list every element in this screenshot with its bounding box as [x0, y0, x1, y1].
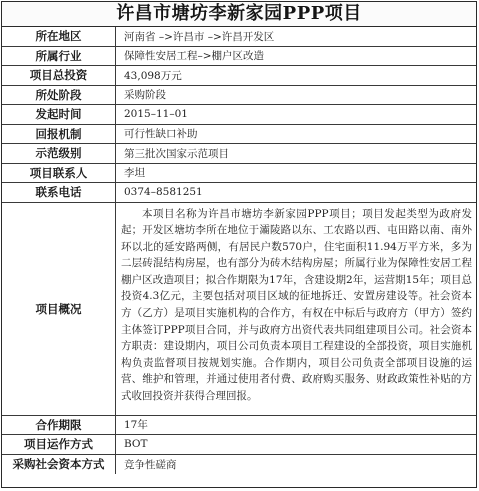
row-label: 合作期限: [2, 416, 116, 435]
row-value: 43,098万元: [124, 69, 182, 82]
row-total-investment: [2, 66, 476, 86]
row-phone: [2, 183, 476, 203]
row-overview: [2, 203, 476, 416]
row-operation-mode: [2, 435, 476, 455]
row-label: 回报机制: [2, 125, 116, 144]
row-cooperation-term: [2, 416, 476, 436]
row-value: 0374–8581251: [124, 186, 203, 199]
project-info-table: [1, 1, 477, 488]
row-value: 可行性缺口补助: [124, 128, 198, 141]
row-label: 所在地区: [2, 27, 116, 46]
row-value: 李坦: [124, 167, 145, 180]
row-value: 保障性安居工程–>棚户区改造: [124, 50, 265, 63]
row-value: 竞争性磋商: [124, 458, 177, 471]
row-label: 发起时间: [2, 105, 116, 124]
row-contact-person: [2, 164, 476, 184]
row-label: 项目概况: [2, 203, 116, 415]
row-label: 示范级别: [2, 144, 116, 163]
row-value: BOT: [124, 438, 148, 451]
row-label: 项目总投资: [2, 66, 116, 85]
table-title: 许昌市塘坊李新家园PPP项目: [2, 2, 476, 27]
row-value: 第三批次国家示范项目: [124, 147, 229, 160]
row-label: 所处阶段: [2, 86, 116, 105]
row-demo-level: [2, 144, 476, 164]
row-value-overview: 本项目名称为许昌市塘坊李新家园PPP项目；项目发起类型为政府发起；开发区塘坊李所在地位于灞陵路以东、工农路以西、屯田路以南、南外环以北的延安路两侧，有居民户数570户，住宅面积11.94万平方米，多为二层砖混结构房屋，也有部分为砖木结构房屋；所属行业为保障性安居工程棚户区改造项目；拟合作期限为17年，含建设期2年，运营期15年；项目总投资4.3亿元，主要包括对项目区域的征地拆迁、安置房建设等。社会资本方（乙方）是项目实施机构的合作方，有权在中标后与政府方（甲方）签约主体签订PPP项目合同，并与政府方出资代表共同组建项目公司。社会资本方职责：建设期内，项目公司负责本项目工程建设的全部投资，项目实施机构负责监督项目按规划实施。合作期内，项目公司负责全部项目设施的运营、维护和管理，并通过使用者付费、政府购买服务、财政政策性补贴的方式收回投资并获得合理回报。: [121, 207, 472, 403]
row-label: 联系电话: [2, 183, 116, 202]
row-value: 2015–11–01: [124, 108, 188, 121]
row-return-mechanism: [2, 125, 476, 145]
row-industry: [2, 47, 476, 67]
row-label: 采购社会资本方式: [2, 455, 116, 475]
row-value: 河南省 –>许昌市 –>许昌开发区: [124, 30, 275, 43]
row-value: 采购阶段: [124, 89, 166, 102]
row-label: 项目运作方式: [2, 435, 116, 454]
row-stage: [2, 86, 476, 106]
row-label: 项目联系人: [2, 164, 116, 183]
row-value: 17年: [124, 419, 148, 432]
row-region: [2, 27, 476, 47]
row-label: 所属行业: [2, 47, 116, 66]
row-procurement-method: [2, 455, 476, 475]
row-launch-date: [2, 105, 476, 125]
